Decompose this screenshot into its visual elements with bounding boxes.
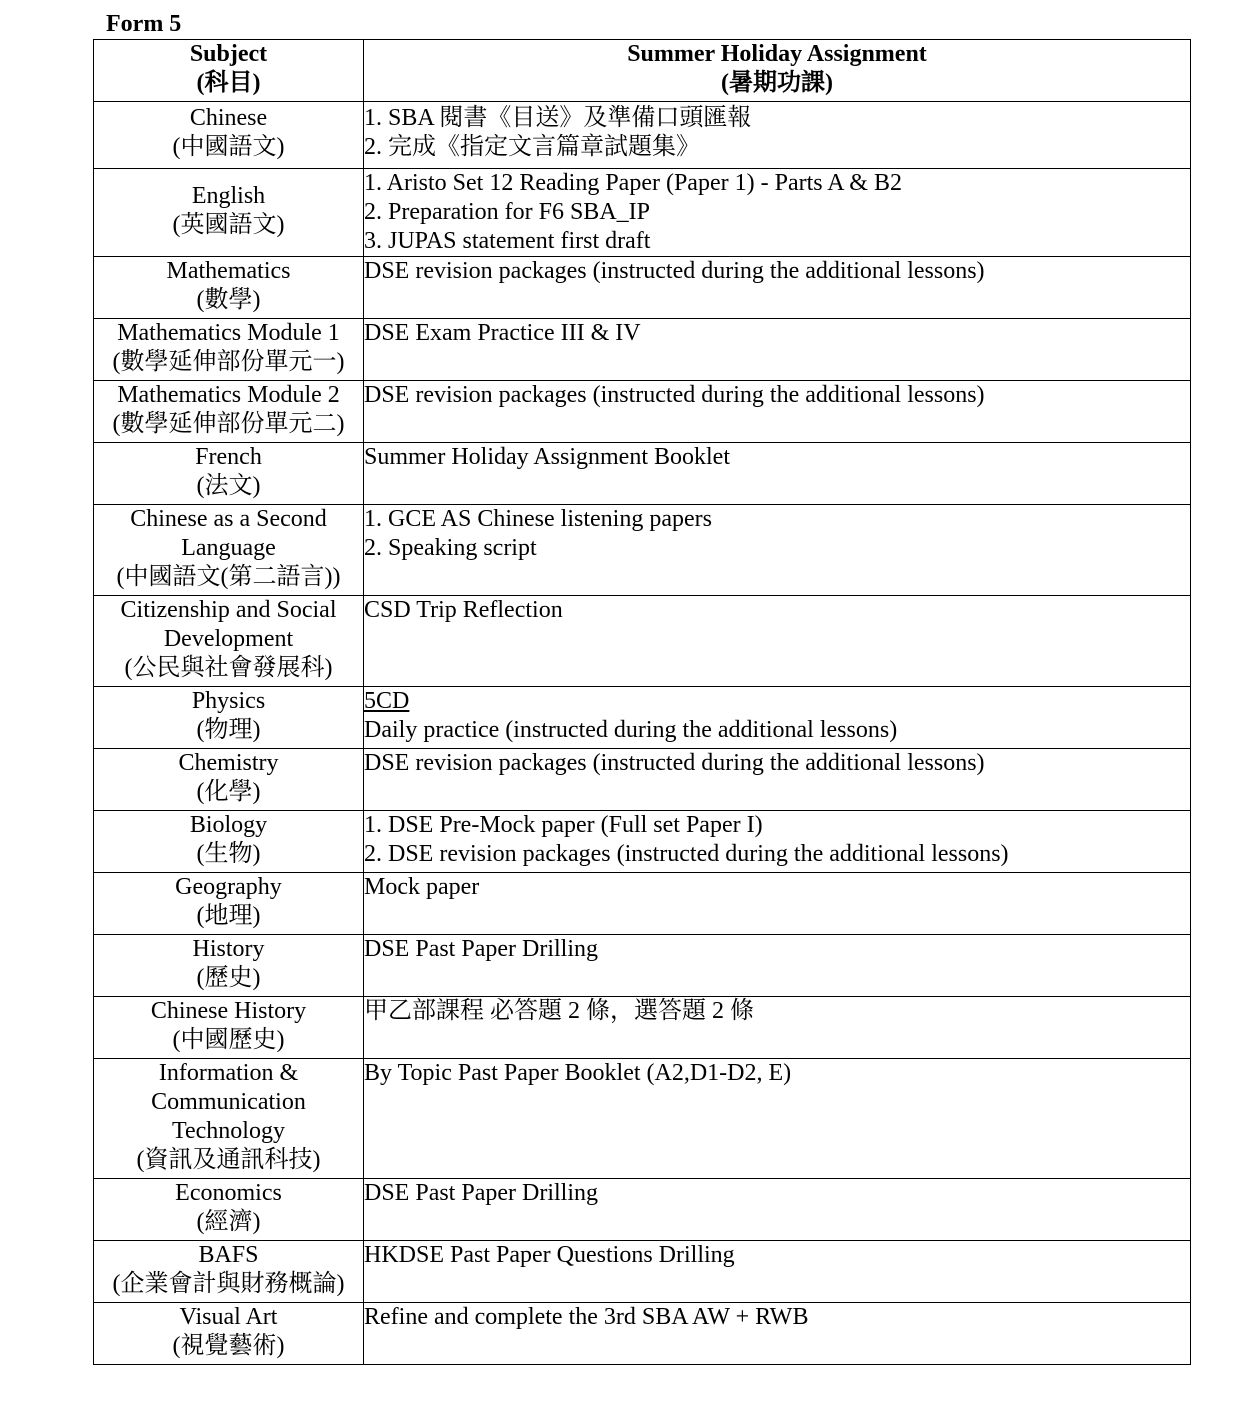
assignment-cell: CSD Trip Reflection: [364, 596, 1191, 687]
assignment-cell: 1. GCE AS Chinese listening papers 2. Speaking script: [364, 505, 1191, 596]
subject-cell: Chinese History (中國歷史): [94, 997, 364, 1059]
subject-cell: Information & Communication Technology (資訊及通訊科技): [94, 1059, 364, 1179]
assignment-table: [93, 39, 1191, 1365]
subject-cell: Chemistry (化學): [94, 749, 364, 811]
table-row: [94, 811, 1191, 873]
subject-cell: Mathematics Module 1 (數學延伸部份單元一): [94, 319, 364, 381]
subject-column-header: [94, 40, 364, 102]
assignment-column-header: [364, 40, 1191, 102]
table-row: [94, 102, 1191, 169]
assignment-cell: DSE revision packages (instructed during the additional lessons): [364, 749, 1191, 811]
table-row: [94, 596, 1191, 687]
subject-cell: BAFS (企業會計與財務概論): [94, 1241, 364, 1303]
table-row: [94, 749, 1191, 811]
subject-header-zh: (科目): [196, 70, 261, 96]
table-row: [94, 257, 1191, 319]
table-row: [94, 169, 1191, 257]
table-row: [94, 443, 1191, 505]
assignment-cell: 5CD Daily practice (instructed during the additional lessons): [364, 687, 1191, 749]
subject-cell: Mathematics (數學): [94, 257, 364, 319]
table-row: [94, 997, 1191, 1059]
assignment-cell: 1. DSE Pre-Mock paper (Full set Paper I) 2. DSE revision packages (instructed during the additional lessons): [364, 811, 1191, 873]
table-row: [94, 1241, 1191, 1303]
subject-cell: Physics (物理): [94, 687, 364, 749]
assignment-cell: HKDSE Past Paper Questions Drilling: [364, 1241, 1191, 1303]
assignment-cell: Summer Holiday Assignment Booklet: [364, 443, 1191, 505]
subject-cell: Biology (生物): [94, 811, 364, 873]
subject-cell: French (法文): [94, 443, 364, 505]
assignment-cell: 甲乙部課程 必答題 2 條，選答題 2 條: [364, 997, 1191, 1059]
subject-cell: Geography (地理): [94, 873, 364, 935]
assignment-header-zh: (暑期功課): [721, 70, 833, 96]
assignment-cell: Refine and complete the 3rd SBA AW + RWB: [364, 1303, 1191, 1365]
table-row: [94, 1059, 1191, 1179]
assignment-cell: DSE Exam Practice III & IV: [364, 319, 1191, 381]
subject-cell: Citizenship and Social Development (公民與社會發展科): [94, 596, 364, 687]
class-label: 5CD: [364, 688, 410, 714]
assignment-cell: DSE revision packages (instructed during the additional lessons): [364, 257, 1191, 319]
subject-cell: Chinese (中國語文): [94, 102, 364, 169]
subject-cell: Visual Art (視覺藝術): [94, 1303, 364, 1365]
table-row: [94, 1303, 1191, 1365]
subject-header-en: Subject: [189, 41, 268, 67]
table-row: [94, 381, 1191, 443]
form-title: Form 5: [106, 11, 182, 37]
assignment-cell: Mock paper: [364, 873, 1191, 935]
assignment-cell: DSE Past Paper Drilling: [364, 935, 1191, 997]
subject-cell: English (英國語文): [94, 169, 364, 257]
assignment-cell: DSE revision packages (instructed during the additional lessons): [364, 381, 1191, 443]
assignment-cell: 1. Aristo Set 12 Reading Paper (Paper 1) - Parts A & B2 2. Preparation for F6 SBA_IP 3. JUPAS statement first draft: [364, 169, 1191, 257]
assignment-cell: By Topic Past Paper Booklet (A2,D1-D2, E): [364, 1059, 1191, 1179]
assignment-cell: 1. SBA 閱書《目送》及準備口頭匯報 2. 完成《指定文言篇章試題集》: [364, 102, 1191, 169]
table-row: [94, 319, 1191, 381]
subject-cell: History (歷史): [94, 935, 364, 997]
subject-cell: Chinese as a Second Language (中國語文(第二語言)): [94, 505, 364, 596]
table-row: [94, 873, 1191, 935]
assignment-header-en: Summer Holiday Assignment: [627, 41, 927, 67]
table-header-row: [94, 40, 1191, 102]
table-row: [94, 935, 1191, 997]
table-row: [94, 1179, 1191, 1241]
table-row: [94, 505, 1191, 596]
table-row: [94, 687, 1191, 749]
subject-cell: Mathematics Module 2 (數學延伸部份單元二): [94, 381, 364, 443]
subject-cell: Economics (經濟): [94, 1179, 364, 1241]
assignment-cell: DSE Past Paper Drilling: [364, 1179, 1191, 1241]
